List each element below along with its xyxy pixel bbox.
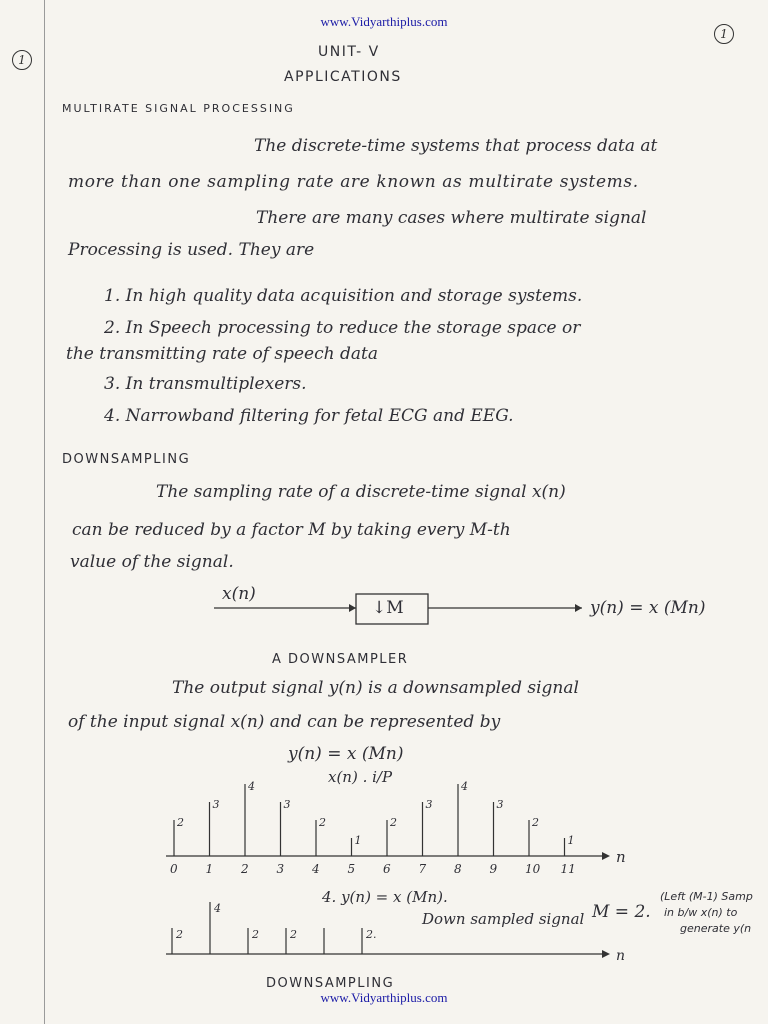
downsampling-equation: y(n) = x (Mn) [288, 744, 404, 764]
block-input-label: x(n) [222, 584, 256, 604]
value-label: 2 [390, 816, 397, 829]
value-label: 4 [248, 780, 255, 793]
multirate-line-2: more than one sampling rate are known as multirate systems. [68, 172, 639, 192]
tick-label: 7 [418, 862, 427, 876]
value-label: 2 [532, 816, 539, 829]
value-label: 2 [252, 928, 259, 941]
tick-label: 4 [312, 862, 320, 876]
x-axis-arrowhead [602, 852, 610, 860]
input-arrowhead [349, 604, 356, 612]
value-label: 2 [177, 816, 184, 829]
downsampler-caption: A DOWNSAMPLER [272, 652, 409, 667]
application-item-2: 2. In Speech processing to reduce the storage space or [104, 318, 581, 338]
application-item-1: 1. In high quality data acquisition and storage systems. [104, 286, 583, 306]
tick-label: 9 [489, 862, 498, 876]
output-arrowhead [575, 604, 582, 612]
value-label: 2 [176, 928, 183, 941]
multirate-heading: MULTIRATE SIGNAL PROCESSING [62, 102, 295, 115]
application-item-4: 4. Narrowband filtering for fetal ECG and EEG. [104, 406, 514, 426]
footer-url[interactable]: www.Vidyarthiplus.com [320, 990, 448, 1005]
tick-label: 3 [276, 862, 285, 876]
plot2-equation: 4. y(n) = x (Mn). [322, 888, 448, 906]
page-mark-right: 1 [714, 24, 734, 44]
tick-label: 8 [454, 862, 462, 876]
input-signal-plot [0, 770, 768, 880]
application-item-2-cont: the transmitting rate of speech data [66, 344, 378, 364]
plot1-caption: x(n) . i/P [328, 768, 393, 786]
tick-label: 5 [347, 862, 356, 876]
x-axis-arrowhead [602, 950, 610, 958]
block-output-label: y(n) = x (Mn) [590, 598, 706, 618]
tick-label: 11 [560, 862, 576, 876]
side-note-2: in b/w x(n) to [664, 906, 738, 919]
multirate-line-3: There are many cases where multirate signal [256, 208, 647, 228]
block-box-label: ↓M [372, 598, 404, 618]
multirate-line-1: The discrete-time systems that process data at [254, 136, 658, 156]
value-label: 1 [567, 834, 575, 847]
tick-label: 2 [241, 862, 249, 876]
footer-caption: DOWNSAMPLING [266, 976, 395, 991]
value-label: 4 [214, 902, 221, 915]
value-label: 2 [290, 928, 297, 941]
tick-label: 6 [383, 862, 391, 876]
x-axis-label: n [616, 848, 626, 866]
value-label: 2 [319, 816, 326, 829]
value-label: 3 [496, 798, 504, 811]
tick-label: 10 [525, 862, 541, 876]
x-axis-label: n [616, 948, 626, 964]
header-url[interactable]: www.Vidyarthiplus.com [320, 14, 448, 29]
downsampling-heading: DOWNSAMPLING [62, 452, 191, 467]
downsampling-line-1: The sampling rate of a discrete-time signal x(n) [156, 482, 566, 502]
value-label: 2. [366, 928, 377, 941]
side-note-1: (Left (M-1) Samp [660, 890, 753, 903]
downsampling-line-3: value of the signal. [70, 552, 234, 572]
multirate-line-4: Processing is used. They are [68, 240, 315, 260]
plot2-label: Down sampled signal [422, 910, 585, 928]
tick-label: 0 [170, 862, 178, 876]
value-label: 3 [283, 798, 291, 811]
page-title: APPLICATIONS [284, 69, 402, 85]
page-mark-left: 1 [12, 50, 32, 70]
downsampled-signal-plot [0, 880, 768, 970]
plot2-m: M = 2. [592, 902, 651, 922]
value-label: 3 [212, 798, 220, 811]
tick-label: 1 [205, 862, 214, 876]
downsampling-line-4: The output signal y(n) is a downsampled signal [172, 678, 579, 698]
application-item-3: 3. In transmultiplexers. [104, 374, 307, 394]
downsampling-line-5: of the input signal x(n) and can be represented by [68, 712, 501, 732]
value-label: 3 [425, 798, 433, 811]
side-note-3: generate y(n [680, 922, 752, 935]
downsampling-line-2: can be reduced by a factor M by taking every M-th [72, 520, 511, 540]
value-label: 1 [354, 834, 362, 847]
value-label: 4 [461, 780, 468, 793]
unit-heading: UNIT- V [318, 44, 380, 60]
